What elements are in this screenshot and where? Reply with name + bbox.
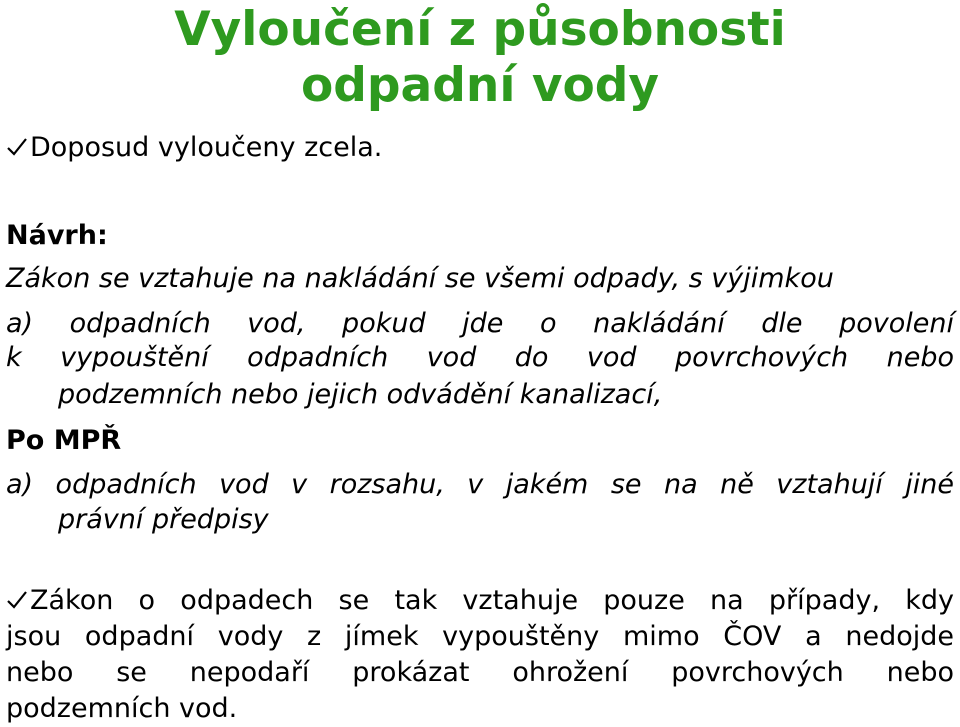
- bullet-zakon-line-4: podzemních vod.: [6, 693, 238, 724]
- proposal-item-a-line-2: k vypouštění odpadních vod do vod povrchových nebo: [6, 342, 954, 373]
- bullet-zakon-line-1: [6, 584, 954, 618]
- bullet-zakon-line-1-text: Zákon o odpadech se tak vztahuje pouze na případy, kdy: [30, 585, 954, 616]
- proposal-item-a-line-1: a) odpadních vod, pokud jde o nakládání dle povolení: [6, 308, 954, 339]
- proposal-intro: Zákon se vztahuje na nakládání se všemi odpady, s výjimkou: [6, 263, 834, 294]
- slide-title: [0, 2, 960, 114]
- checkmark-icon: [6, 136, 28, 158]
- bullet-zakon-line-2: jsou odpadní vody z jímek vypouštěny mimo ČOV a nedojde: [6, 621, 954, 652]
- bullet-doposud: [6, 131, 382, 165]
- mpr-item-a-line-1: a) odpadních vod v rozsahu, v jakém se na ně vztahují jiné: [6, 469, 954, 500]
- bullet-doposud-text: Doposud vyloučeny zcela.: [30, 132, 383, 163]
- slide-title-line-2: odpadní vody: [300, 58, 660, 113]
- proposal-item-a-line-3: podzemních nebo jejich odvádění kanalizací,: [58, 379, 663, 410]
- mpr-item-a-line-2: právní předpisy: [58, 504, 269, 535]
- checkmark-icon: [6, 589, 28, 611]
- proposal-heading: Návrh:: [6, 220, 108, 251]
- slide-title-line-1: Vyloučení z působnosti: [174, 2, 786, 57]
- bullet-zakon-line-3: nebo se nepodaří prokázat ohrožení povrchových nebo: [6, 657, 954, 688]
- mpr-heading: Po MPŘ: [6, 425, 122, 456]
